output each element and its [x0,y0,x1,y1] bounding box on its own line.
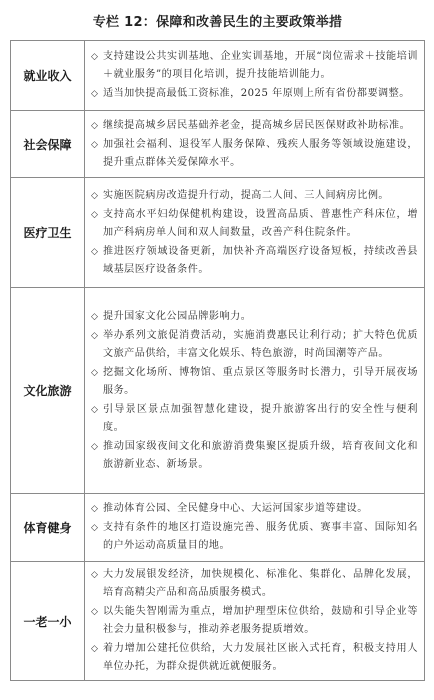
measure-item [91,85,418,103]
diamond-bullet-icon: ◇ [91,190,98,201]
measure-item [91,187,418,205]
measure-text: 继续提高城乡居民基础养老金，提高城乡居民医保财政补助标准。 [103,119,411,131]
measure-list [85,111,425,178]
measure-item [91,438,418,474]
measure-item [91,500,418,518]
diamond-bullet-icon: ◇ [91,246,98,257]
measure-text: 支持高水平妇幼保健机构建设，设置高品质、普惠性产科床位，增加产科病房单人间和双人间数量，改善产科住院条件。 [103,208,418,238]
diamond-bullet-icon: ◇ [91,504,98,514]
diamond-bullet-icon: ◇ [91,570,98,580]
policy-table [10,40,425,681]
diamond-bullet-icon: ◇ [91,209,98,220]
diamond-bullet-icon: ◇ [91,330,98,341]
diamond-bullet-icon: ◇ [91,120,98,131]
measure-item [91,48,418,84]
measure-text: 支持建设公共实训基地、企业实训基地，开展“岗位需求＋技能培训＋就业服务”的项目化培训，提升技能培训能力。 [103,51,418,80]
measure-item [91,206,418,242]
measure-item [91,640,418,676]
column-title: 专栏 12：保障和改善民生的主要政策举措 [92,14,343,30]
measure-item [91,136,418,172]
measure-list [85,494,425,562]
diamond-bullet-icon: ◇ [91,404,98,415]
measure-text: 支持有条件的地区打造设施完善、服务优质、赛事丰富、国际知名的户外运动高质量目的地。 [103,522,418,551]
measure-item [91,117,418,135]
category-label: 社会保障 [11,111,85,178]
measure-item [91,566,418,602]
diamond-bullet-icon: ◇ [91,367,98,378]
measure-item [91,519,418,555]
category-label: 文化旅游 [11,288,85,494]
policy-row [11,288,425,494]
diamond-bullet-icon: ◇ [91,644,98,654]
measure-item [91,603,418,639]
measure-text: 推动国家级夜间文化和旅游消费集聚区提质升级，培育夜间文化和旅游新业态、新场景。 [103,440,418,470]
measure-text: 着力增加公建托位供给，大力发展社区嵌入式托育，积极支持用人单位办托，为群众提供就近就便服务。 [103,643,418,672]
measure-text: 大力发展银发经济，加快规模化、标准化、集群化、品牌化发展，培育高精尖产品和高品质服务模式。 [103,569,418,598]
measure-text: 加强社会福利、退役军人服务保障、残疾人服务等领域设施建设，提升重点群体关爱保障水平。 [103,138,418,168]
policy-table-body [11,41,425,681]
diamond-bullet-icon: ◇ [91,52,98,62]
diamond-bullet-icon: ◇ [91,607,98,617]
measure-text: 引导景区景点加强智慧化建设，提升旅游客出行的安全性与便利度。 [103,403,418,433]
measure-text: 举办系列文旅促消费活动，实施消费惠民让利行动；扩大特色优质文旅产品供给，丰富文化娱乐、特色旅游，时尚国潮等产品。 [103,329,418,359]
policy-row [11,562,425,681]
diamond-bullet-icon: ◇ [91,139,98,150]
diamond-bullet-icon: ◇ [91,441,98,452]
measure-item [91,364,418,400]
category-label: 一老一小 [11,562,85,681]
measure-item [91,401,418,437]
measure-text: 以失能失智刚需为重点，增加护理型床位供给，鼓励和引导企业等社会力量积极参与，推动养老服务提质增效。 [103,606,418,635]
measure-text: 推进医疗领域设备更新，加快补齐高端医疗设备短板，持续改善县域基层医疗设备条件。 [103,245,418,275]
policy-row [11,494,425,562]
diamond-bullet-icon: ◇ [91,523,98,533]
measure-list [85,178,425,288]
measure-list [85,288,425,494]
measure-text: 推动体育公园、全民健身中心、大运河国家步道等建设。 [103,503,368,514]
diamond-bullet-icon: ◇ [91,311,98,322]
measure-item [91,308,418,326]
measure-list [85,41,425,111]
measure-text: 适当加快提高最低工资标准，2025 年原则上所有省份都要调整。 [103,88,410,99]
policy-row [11,111,425,178]
measure-text: 实施医院病房改造提升行动，提高二人间、三人间病房比例。 [103,189,390,201]
measure-text: 提升国家文化公园品牌影响力。 [103,310,252,322]
diamond-bullet-icon: ◇ [91,89,98,99]
policy-row [11,41,425,111]
policy-row [11,178,425,288]
category-label: 就业收入 [11,41,85,111]
category-label: 体育健身 [11,494,85,562]
measure-list [85,562,425,681]
measure-text: 挖掘文化场所、博物馆、重点景区等服务时长潜力，引导开展夜场服务。 [103,366,418,396]
category-label: 医疗卫生 [11,178,85,288]
measure-item [91,327,418,363]
measure-item [91,243,418,279]
